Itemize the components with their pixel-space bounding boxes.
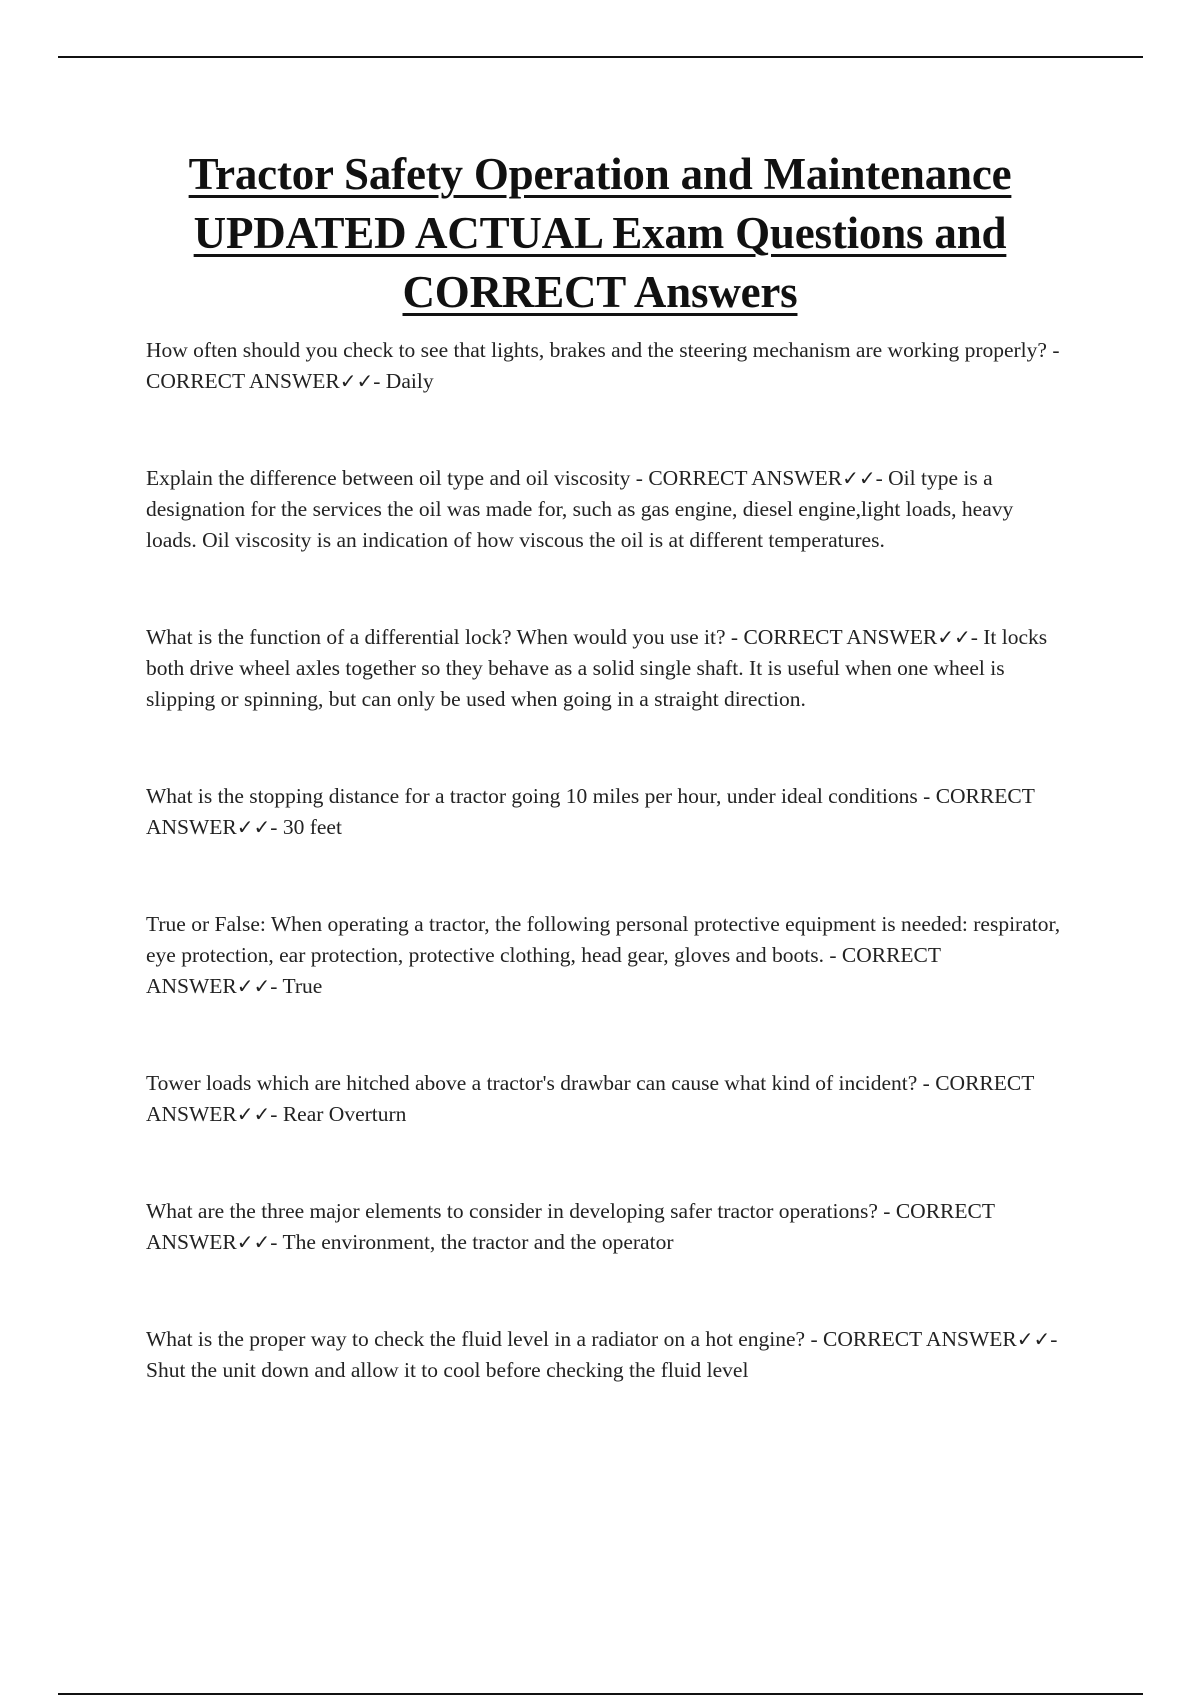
qa-list [146, 335, 1066, 1386]
answer-marker: CORRECT ANSWER [146, 1199, 995, 1254]
qa-item-5: True or False: When operating a tractor, the following personal protective equipment is needed: respirator, eye protection, ear protection, protective clothing, head gear, gloves and boots. - CORRECT ANSWER✓✓- True [146, 912, 1061, 998]
question-text: What is the proper way to check the fluid level in a radiator on a hot engine? [146, 1327, 806, 1351]
qa-item-3: What is the function of a differential lock? When would you use it? - CORRECT ANSWER✓✓- It locks both drive wheel axles together so they behave as a solid single shaft. It is useful when one wheel is slipping or spinning, but can only be used when going in a straight direction. [146, 625, 1048, 711]
question-text: How often should you check to see that lights, brakes and the steering mechanism are working properly? [146, 338, 1047, 362]
question-text: What is the stopping distance for a tractor going 10 miles per hour, under ideal conditions [146, 784, 918, 808]
question-text: Explain the difference between oil type and oil viscosity [146, 466, 631, 490]
double-check-icon: ✓✓ [236, 1230, 271, 1254]
top-divider [58, 56, 1143, 58]
answer-marker: CORRECT ANSWER [146, 784, 1035, 839]
answer-marker: CORRECT ANSWER [146, 369, 340, 393]
question-text: True or False: When operating a tractor, the following personal protective equipment is needed: respirator, eye protection, ear protection, protective clothing, head gear, gloves and boots. [146, 912, 1061, 967]
answer-text: Daily [385, 369, 434, 393]
qa-item-2: Explain the difference between oil type and oil viscosity - CORRECT ANSWER✓✓- Oil type is a designation for the services the oil was made for, such as gas engine, diesel engine,light loads, heavy loads. Oil viscosity is an indication of how viscous the oil is at different temperatures. [146, 466, 1014, 552]
title-line-2: UPDATED ACTUAL Exam Questions and [193, 208, 1007, 258]
answer-text: 30 feet [282, 815, 342, 839]
double-check-icon: ✓✓ [236, 974, 271, 998]
question-text: What is the function of a differential lock? When would you use it? [146, 625, 726, 649]
qa-item-8: What is the proper way to check the fluid level in a radiator on a hot engine? - CORRECT ANSWER✓✓- Shut the unit down and allow it to cool before checking the fluid level [146, 1327, 1058, 1382]
answer-text: It locks both drive wheel axles together so they behave as a solid single shaft. It is useful when one wheel is slipping or spinning, but can only be used when going in a straight direction. [146, 625, 1048, 711]
question-text: What are the three major elements to consider in developing safer tractor operations? [146, 1199, 878, 1223]
qa-item-4: What is the stopping distance for a tractor going 10 miles per hour, under ideal conditions - CORRECT ANSWER✓✓- 30 feet [146, 784, 1035, 839]
document-title [80, 145, 1120, 322]
question-text: Tower loads which are hitched above a tractor's drawbar can cause what kind of incident? [146, 1071, 918, 1095]
qa-item-1: How often should you check to see that lights, brakes and the steering mechanism are working properly? - CORRECT ANSWER✓✓- Daily [146, 338, 1060, 393]
answer-marker: CORRECT ANSWER [823, 1327, 1017, 1351]
double-check-icon: ✓✓ [842, 466, 876, 490]
answer-marker: CORRECT ANSWER [146, 1071, 1034, 1126]
double-check-icon: ✓✓ [937, 625, 971, 649]
qa-item-6: Tower loads which are hitched above a tractor's drawbar can cause what kind of incident? - CORRECT ANSWER✓✓- Rear Overturn [146, 1071, 1034, 1126]
double-check-icon: ✓✓ [339, 369, 374, 393]
title-line-3: CORRECT Answers [402, 267, 798, 317]
answer-marker: CORRECT ANSWER [743, 625, 938, 649]
answer-marker: CORRECT ANSWER [146, 943, 941, 998]
answer-marker: CORRECT ANSWER [648, 466, 843, 490]
double-check-icon: ✓✓ [1016, 1327, 1051, 1351]
answer-text: Shut the unit down and allow it to cool before checking the fluid level [146, 1358, 749, 1382]
title-line-1: Tractor Safety Operation and Maintenance [188, 149, 1012, 199]
double-check-icon: ✓✓ [236, 815, 271, 839]
answer-text: True [282, 974, 323, 998]
answer-text: Rear Overturn [282, 1102, 407, 1126]
qa-item-7: What are the three major elements to consider in developing safer tractor operations? - CORRECT ANSWER✓✓- The environment, the tractor and the operator [146, 1199, 995, 1254]
answer-text: The environment, the tractor and the operator [282, 1230, 674, 1254]
double-check-icon: ✓✓ [236, 1102, 271, 1126]
answer-text: Oil type is a designation for the services the oil was made for, such as gas engine, diesel engine,light loads, heavy loads. Oil viscosity is an indication of how viscous the oil is at different temperatures. [146, 466, 1014, 552]
bottom-divider [58, 1693, 1143, 1695]
